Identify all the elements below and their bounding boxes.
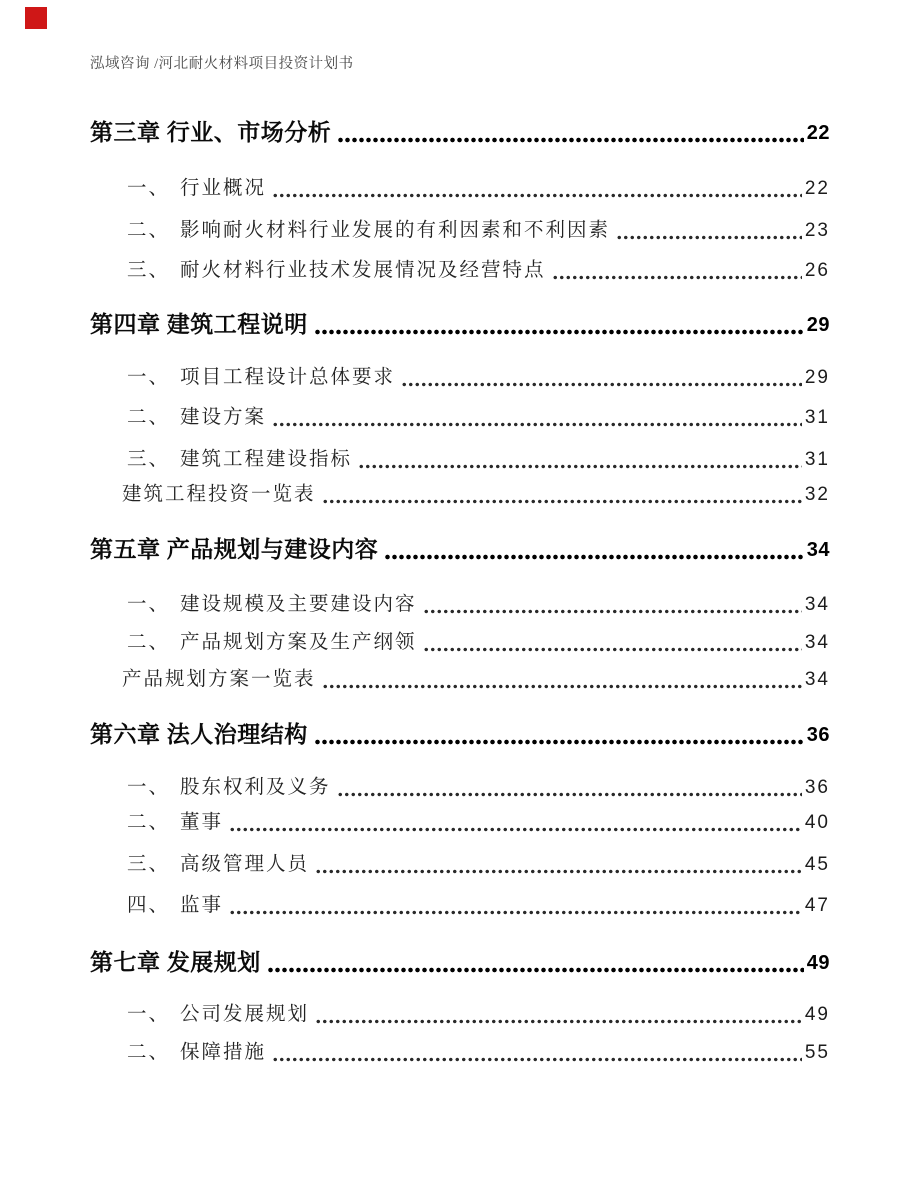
dot-leader (314, 738, 804, 746)
item-title: 股东权利及义务 (180, 777, 331, 798)
item-page-number: 34 (804, 632, 830, 653)
item-title: 保障措施 (180, 1042, 267, 1063)
dot-leader (272, 421, 802, 428)
item-title: 产品规划方案及生产纲领 (180, 632, 417, 653)
toc-chapter-entry[interactable] (90, 948, 830, 978)
item-page-number: 26 (804, 260, 830, 281)
item-page-number: 23 (804, 220, 830, 241)
item-title: 影响耐火材料行业发展的有利因素和不利因素 (180, 220, 611, 241)
dot-leader (229, 826, 802, 833)
item-page-number: 22 (804, 178, 830, 199)
brand-red-square-logo (25, 7, 47, 29)
item-number: 一、 (127, 1004, 171, 1025)
item-number: 一、 (127, 594, 171, 615)
toc-item-entry[interactable] (127, 365, 830, 391)
item-number: 二、 (127, 1042, 171, 1063)
item-title: 建设规模及主要建设内容 (180, 594, 417, 615)
item-page-number: 29 (804, 367, 830, 388)
dot-leader (267, 966, 804, 974)
dot-leader (384, 553, 804, 561)
item-page-number: 40 (804, 812, 830, 833)
toc-chapter-entry[interactable] (90, 310, 830, 340)
item-number: 四、 (127, 895, 171, 916)
toc-item-entry[interactable] (127, 775, 830, 801)
item-title: 行业概况 (180, 178, 267, 199)
item-page-number: 34 (804, 594, 830, 615)
toc-item-entry[interactable] (127, 810, 830, 836)
toc-page (90, 0, 830, 1066)
toc-item-entry[interactable] (127, 852, 830, 878)
item-title: 监事 (180, 895, 224, 916)
dot-leader (322, 498, 802, 505)
toc-item-entry[interactable] (127, 630, 830, 656)
chapter-title: 第六章 法人治理结构 (90, 722, 308, 747)
dot-leader (322, 683, 802, 690)
dot-leader (272, 1056, 802, 1063)
toc-item-entry[interactable] (127, 1002, 830, 1028)
item-page-number: 31 (804, 449, 830, 470)
toc-chapter-entry[interactable] (90, 720, 830, 750)
dot-leader (401, 381, 802, 388)
item-page-number: 47 (804, 895, 830, 916)
toc-item-entry[interactable] (127, 1040, 830, 1066)
item-page-number: 45 (804, 854, 830, 875)
toc-chapter-entry[interactable] (90, 535, 830, 565)
toc-item-entry[interactable] (127, 405, 830, 431)
dot-leader (616, 234, 802, 241)
chapter-page-number: 34 (806, 539, 830, 561)
item-page-number: 49 (804, 1004, 830, 1025)
chapter-page-number: 29 (806, 314, 830, 336)
dot-leader (229, 909, 802, 916)
item-number: 一、 (127, 367, 171, 388)
dot-leader (337, 791, 802, 798)
item-title: 高级管理人员 (180, 854, 310, 875)
item-number: 二、 (127, 407, 171, 428)
toc-item-entry[interactable] (127, 893, 830, 919)
dot-leader (423, 646, 802, 653)
item-number: 一、 (127, 777, 171, 798)
page-header-brand-text: 泓域咨询 /河北耐火材料项目投资计划书 (90, 56, 354, 72)
chapter-title: 第四章 建筑工程说明 (90, 312, 308, 337)
item-title: 建筑工程建设指标 (180, 449, 353, 470)
dot-leader (358, 463, 802, 470)
item-page-number: 55 (804, 1042, 830, 1063)
chapter-page-number: 22 (806, 122, 830, 144)
item-title: 董事 (180, 812, 224, 833)
item-number: 二、 (127, 812, 171, 833)
item-number: 三、 (127, 854, 171, 875)
item-title: 建筑工程投资一览表 (122, 484, 316, 505)
toc-item-entry[interactable] (127, 592, 830, 618)
toc-item-entry[interactable] (127, 258, 830, 284)
item-number: 二、 (127, 220, 171, 241)
dot-leader (337, 136, 804, 144)
toc-chapter-entry[interactable] (90, 118, 830, 148)
chapter-title: 第七章 发展规划 (90, 950, 261, 975)
item-number: 二、 (127, 632, 171, 653)
chapter-page-number: 36 (806, 724, 830, 746)
chapter-title: 第三章 行业、市场分析 (90, 120, 332, 145)
dot-leader (315, 1018, 802, 1025)
item-page-number: 36 (804, 777, 830, 798)
toc-item-entry[interactable] (122, 482, 830, 508)
dot-leader (423, 608, 802, 615)
toc-item-entry[interactable] (127, 176, 830, 202)
chapter-page-number: 49 (806, 952, 830, 974)
item-title: 耐火材料行业技术发展情况及经营特点 (180, 260, 546, 281)
toc-item-entry[interactable] (127, 447, 830, 473)
item-number: 三、 (127, 260, 171, 281)
item-number: 一、 (127, 178, 171, 199)
item-page-number: 31 (804, 407, 830, 428)
dot-leader (272, 192, 802, 199)
dot-leader (315, 868, 802, 875)
item-title: 建设方案 (180, 407, 267, 428)
chapter-title: 第五章 产品规划与建设内容 (90, 537, 379, 562)
dot-leader (314, 328, 804, 336)
dot-leader (552, 274, 802, 281)
item-title: 产品规划方案一览表 (122, 669, 316, 690)
item-title: 公司发展规划 (180, 1004, 310, 1025)
item-page-number: 32 (804, 484, 830, 505)
toc-item-entry[interactable] (122, 667, 830, 693)
item-number: 三、 (127, 449, 171, 470)
toc-item-entry[interactable] (127, 218, 830, 244)
item-page-number: 34 (804, 669, 830, 690)
item-title: 项目工程设计总体要求 (180, 367, 396, 388)
